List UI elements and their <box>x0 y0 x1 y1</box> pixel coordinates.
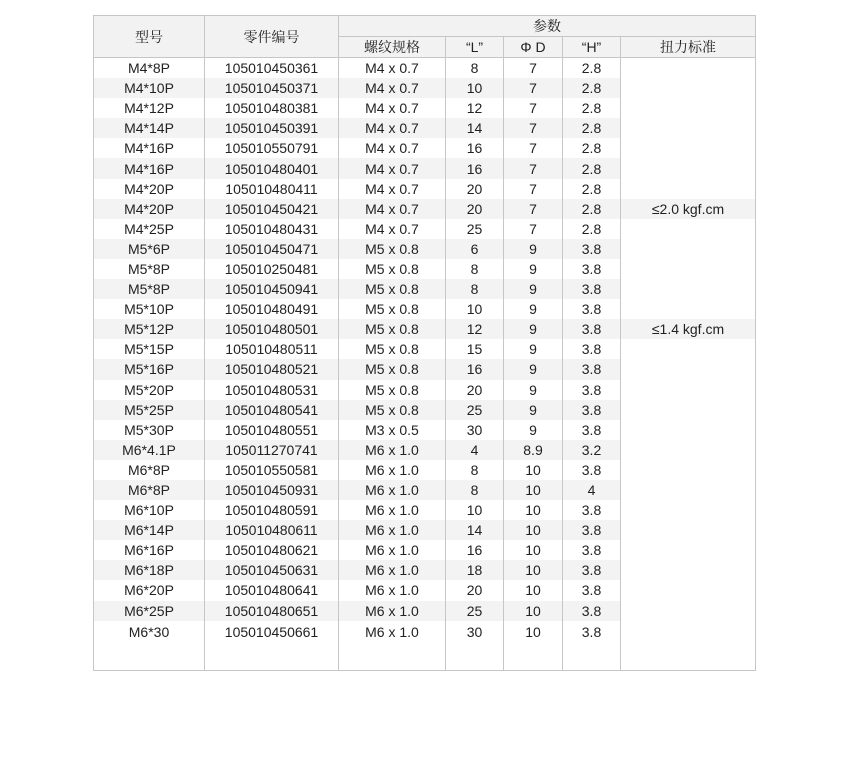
cell-model: M5*15P <box>94 339 205 359</box>
table-row <box>94 621 756 671</box>
cell-torque <box>621 158 756 178</box>
cell-torque <box>621 580 756 600</box>
cell-H: 3.8 <box>563 359 621 379</box>
cell-D: 9 <box>504 319 563 339</box>
cell-model: M5*16P <box>94 359 205 379</box>
cell-torque <box>621 219 756 239</box>
cell-H: 3.8 <box>563 420 621 440</box>
cell-model: M4*25P <box>94 219 205 239</box>
cell-part-no: 105010450941 <box>205 279 339 299</box>
cell-torque <box>621 78 756 98</box>
table-row <box>94 78 756 98</box>
cell-L: 10 <box>446 500 504 520</box>
cell-D: 10 <box>504 480 563 500</box>
cell-model: M4*16P <box>94 158 205 178</box>
cell-torque <box>621 380 756 400</box>
cell-L: 14 <box>446 520 504 540</box>
cell-thread: M5 x 0.8 <box>339 319 446 339</box>
cell-part-no: 105010480431 <box>205 219 339 239</box>
cell-torque <box>621 520 756 540</box>
table-row <box>94 601 756 621</box>
cell-H: 3.8 <box>563 621 621 671</box>
cell-thread: M6 x 1.0 <box>339 580 446 600</box>
cell-torque <box>621 460 756 480</box>
cell-part-no: 105010480651 <box>205 601 339 621</box>
cell-model: M5*12P <box>94 319 205 339</box>
table-row <box>94 460 756 480</box>
cell-L: 8 <box>446 58 504 79</box>
cell-thread: M6 x 1.0 <box>339 520 446 540</box>
cell-torque <box>621 500 756 520</box>
cell-part-no: 105010450421 <box>205 199 339 219</box>
cell-part-no: 105010480501 <box>205 319 339 339</box>
cell-H: 3.8 <box>563 239 621 259</box>
cell-H: 3.8 <box>563 520 621 540</box>
cell-model: M5*6P <box>94 239 205 259</box>
cell-part-no: 105010480591 <box>205 500 339 520</box>
table-row <box>94 199 756 219</box>
cell-thread: M3 x 0.5 <box>339 420 446 440</box>
table-row <box>94 400 756 420</box>
cell-thread: M6 x 1.0 <box>339 540 446 560</box>
cell-L: 20 <box>446 179 504 199</box>
spec-table <box>93 15 756 671</box>
cell-model: M6*4.1P <box>94 440 205 460</box>
cell-L: 14 <box>446 118 504 138</box>
cell-thread: M4 x 0.7 <box>339 179 446 199</box>
cell-D: 10 <box>504 560 563 580</box>
cell-D: 7 <box>504 138 563 158</box>
cell-L: 30 <box>446 621 504 671</box>
torque-note-m5: ≤1.4 kgf.cm <box>621 319 756 339</box>
cell-L: 20 <box>446 199 504 219</box>
cell-D: 9 <box>504 380 563 400</box>
cell-D: 9 <box>504 239 563 259</box>
cell-thread: M4 x 0.7 <box>339 199 446 219</box>
cell-H: 3.8 <box>563 601 621 621</box>
cell-torque <box>621 279 756 299</box>
cell-thread: M5 x 0.8 <box>339 400 446 420</box>
cell-model: M6*10P <box>94 500 205 520</box>
cell-part-no: 105010480641 <box>205 580 339 600</box>
table-row <box>94 118 756 138</box>
cell-H: 2.8 <box>563 219 621 239</box>
table-row <box>94 319 756 339</box>
cell-thread: M6 x 1.0 <box>339 480 446 500</box>
cell-H: 4 <box>563 480 621 500</box>
table-row <box>94 58 756 79</box>
cell-L: 8 <box>446 460 504 480</box>
cell-part-no: 105010480401 <box>205 158 339 178</box>
table-row <box>94 380 756 400</box>
cell-D: 10 <box>504 621 563 671</box>
cell-thread: M6 x 1.0 <box>339 440 446 460</box>
cell-thread: M4 x 0.7 <box>339 138 446 158</box>
cell-thread: M5 x 0.8 <box>339 239 446 259</box>
cell-part-no: 105010480521 <box>205 359 339 379</box>
cell-model: M6*8P <box>94 480 205 500</box>
cell-part-no: 105010480531 <box>205 380 339 400</box>
cell-model: M4*14P <box>94 118 205 138</box>
cell-model: M4*20P <box>94 199 205 219</box>
cell-model: M6*14P <box>94 520 205 540</box>
table-row <box>94 500 756 520</box>
cell-H: 2.8 <box>563 78 621 98</box>
table-row <box>94 299 756 319</box>
cell-model: M6*16P <box>94 540 205 560</box>
cell-D: 7 <box>504 78 563 98</box>
cell-H: 3.2 <box>563 440 621 460</box>
cell-H: 3.8 <box>563 500 621 520</box>
spec-body <box>94 58 756 671</box>
cell-part-no: 105010250481 <box>205 259 339 279</box>
table-row <box>94 138 756 158</box>
cell-thread: M4 x 0.7 <box>339 118 446 138</box>
table-row <box>94 98 756 118</box>
cell-part-no: 105011270741 <box>205 440 339 460</box>
cell-L: 6 <box>446 239 504 259</box>
cell-D: 9 <box>504 400 563 420</box>
cell-D: 7 <box>504 179 563 199</box>
cell-H: 3.8 <box>563 279 621 299</box>
cell-H: 3.8 <box>563 319 621 339</box>
cell-model: M5*25P <box>94 400 205 420</box>
cell-part-no: 105010480491 <box>205 299 339 319</box>
table-row <box>94 580 756 600</box>
cell-model: M6*8P <box>94 460 205 480</box>
cell-part-no: 105010480511 <box>205 339 339 359</box>
cell-L: 25 <box>446 400 504 420</box>
cell-L: 30 <box>446 420 504 440</box>
cell-thread: M6 x 1.0 <box>339 500 446 520</box>
cell-D: 7 <box>504 98 563 118</box>
cell-torque <box>621 359 756 379</box>
cell-D: 9 <box>504 339 563 359</box>
cell-part-no: 105010480551 <box>205 420 339 440</box>
cell-part-no: 105010450631 <box>205 560 339 580</box>
cell-torque <box>621 138 756 158</box>
cell-thread: M5 x 0.8 <box>339 380 446 400</box>
torque-note-m4: ≤2.0 kgf.cm <box>621 199 756 219</box>
table-row <box>94 158 756 178</box>
cell-part-no: 105010480621 <box>205 540 339 560</box>
cell-thread: M4 x 0.7 <box>339 58 446 79</box>
cell-H: 2.8 <box>563 179 621 199</box>
cell-H: 2.8 <box>563 98 621 118</box>
cell-torque <box>621 480 756 500</box>
table-row <box>94 259 756 279</box>
cell-D: 9 <box>504 299 563 319</box>
cell-D: 7 <box>504 219 563 239</box>
cell-part-no: 105010550581 <box>205 460 339 480</box>
cell-L: 16 <box>446 138 504 158</box>
cell-model: M6*30 <box>94 621 205 671</box>
cell-D: 7 <box>504 58 563 79</box>
cell-part-no: 105010450931 <box>205 480 339 500</box>
table-row <box>94 279 756 299</box>
cell-model: M5*10P <box>94 299 205 319</box>
cell-H: 3.8 <box>563 299 621 319</box>
cell-L: 25 <box>446 601 504 621</box>
cell-L: 4 <box>446 440 504 460</box>
cell-L: 16 <box>446 540 504 560</box>
cell-H: 3.8 <box>563 380 621 400</box>
cell-D: 10 <box>504 460 563 480</box>
cell-torque <box>621 239 756 259</box>
cell-D: 10 <box>504 580 563 600</box>
cell-H: 3.8 <box>563 540 621 560</box>
cell-torque <box>621 621 756 671</box>
header-H: “H” <box>563 37 621 58</box>
cell-thread: M6 x 1.0 <box>339 601 446 621</box>
cell-model: M4*16P <box>94 138 205 158</box>
cell-model: M5*20P <box>94 380 205 400</box>
cell-thread: M6 x 1.0 <box>339 560 446 580</box>
cell-H: 2.8 <box>563 118 621 138</box>
cell-L: 12 <box>446 319 504 339</box>
cell-L: 16 <box>446 158 504 178</box>
cell-part-no: 105010450371 <box>205 78 339 98</box>
cell-D: 9 <box>504 420 563 440</box>
table-row <box>94 480 756 500</box>
cell-torque <box>621 259 756 279</box>
cell-D: 9 <box>504 259 563 279</box>
cell-L: 16 <box>446 359 504 379</box>
cell-D: 8.9 <box>504 440 563 460</box>
cell-thread: M4 x 0.7 <box>339 78 446 98</box>
cell-part-no: 105010450661 <box>205 621 339 671</box>
cell-part-no: 105010480411 <box>205 179 339 199</box>
table-row <box>94 520 756 540</box>
cell-thread: M5 x 0.8 <box>339 279 446 299</box>
cell-D: 10 <box>504 520 563 540</box>
cell-torque <box>621 601 756 621</box>
cell-thread: M4 x 0.7 <box>339 98 446 118</box>
cell-model: M5*8P <box>94 259 205 279</box>
cell-H: 2.8 <box>563 158 621 178</box>
cell-torque <box>621 58 756 79</box>
cell-model: M6*25P <box>94 601 205 621</box>
cell-thread: M5 x 0.8 <box>339 259 446 279</box>
cell-H: 3.8 <box>563 400 621 420</box>
cell-H: 2.8 <box>563 58 621 79</box>
cell-torque <box>621 400 756 420</box>
cell-L: 8 <box>446 259 504 279</box>
cell-L: 12 <box>446 98 504 118</box>
table-row <box>94 239 756 259</box>
header-model: 型号 <box>94 16 205 58</box>
table-row <box>94 359 756 379</box>
cell-model: M4*10P <box>94 78 205 98</box>
cell-torque <box>621 179 756 199</box>
cell-model: M6*20P <box>94 580 205 600</box>
cell-L: 10 <box>446 78 504 98</box>
cell-H: 2.8 <box>563 138 621 158</box>
cell-D: 10 <box>504 500 563 520</box>
cell-model: M4*20P <box>94 179 205 199</box>
header-part-no: 零件编号 <box>205 16 339 58</box>
header-D: Φ D <box>504 37 563 58</box>
cell-H: 3.8 <box>563 259 621 279</box>
header-thread: 螺纹规格 <box>339 37 446 58</box>
cell-thread: M4 x 0.7 <box>339 219 446 239</box>
cell-thread: M4 x 0.7 <box>339 158 446 178</box>
table-row <box>94 440 756 460</box>
cell-D: 7 <box>504 158 563 178</box>
cell-L: 20 <box>446 580 504 600</box>
table-row <box>94 560 756 580</box>
cell-model: M6*18P <box>94 560 205 580</box>
table-row <box>94 420 756 440</box>
cell-H: 3.8 <box>563 339 621 359</box>
cell-torque <box>621 339 756 359</box>
cell-H: 2.8 <box>563 199 621 219</box>
header-L: “L” <box>446 37 504 58</box>
cell-H: 3.8 <box>563 580 621 600</box>
cell-thread: M5 x 0.8 <box>339 299 446 319</box>
cell-D: 7 <box>504 118 563 138</box>
cell-torque <box>621 420 756 440</box>
cell-D: 9 <box>504 359 563 379</box>
cell-torque <box>621 98 756 118</box>
cell-thread: M5 x 0.8 <box>339 359 446 379</box>
cell-torque <box>621 299 756 319</box>
cell-D: 10 <box>504 540 563 560</box>
cell-part-no: 105010480381 <box>205 98 339 118</box>
cell-torque <box>621 560 756 580</box>
cell-torque <box>621 118 756 138</box>
cell-H: 3.8 <box>563 560 621 580</box>
table-row <box>94 179 756 199</box>
cell-model: M5*8P <box>94 279 205 299</box>
cell-D: 10 <box>504 601 563 621</box>
cell-part-no: 105010450471 <box>205 239 339 259</box>
cell-L: 25 <box>446 219 504 239</box>
cell-part-no: 105010450361 <box>205 58 339 79</box>
cell-torque <box>621 440 756 460</box>
table-row <box>94 540 756 560</box>
table-row <box>94 219 756 239</box>
header-params: 参数 <box>339 16 756 37</box>
cell-part-no: 105010480541 <box>205 400 339 420</box>
cell-L: 8 <box>446 279 504 299</box>
cell-H: 3.8 <box>563 460 621 480</box>
cell-L: 15 <box>446 339 504 359</box>
cell-model: M4*12P <box>94 98 205 118</box>
cell-thread: M6 x 1.0 <box>339 460 446 480</box>
cell-part-no: 105010480611 <box>205 520 339 540</box>
cell-L: 8 <box>446 480 504 500</box>
cell-part-no: 105010550791 <box>205 138 339 158</box>
cell-thread: M5 x 0.8 <box>339 339 446 359</box>
cell-model: M4*8P <box>94 58 205 79</box>
cell-part-no: 105010450391 <box>205 118 339 138</box>
cell-thread: M6 x 1.0 <box>339 621 446 671</box>
cell-model: M5*30P <box>94 420 205 440</box>
cell-L: 10 <box>446 299 504 319</box>
header-torque: 扭力标准 <box>621 37 756 58</box>
cell-D: 7 <box>504 199 563 219</box>
cell-L: 18 <box>446 560 504 580</box>
table-row <box>94 339 756 359</box>
cell-torque <box>621 540 756 560</box>
cell-L: 20 <box>446 380 504 400</box>
cell-D: 9 <box>504 279 563 299</box>
